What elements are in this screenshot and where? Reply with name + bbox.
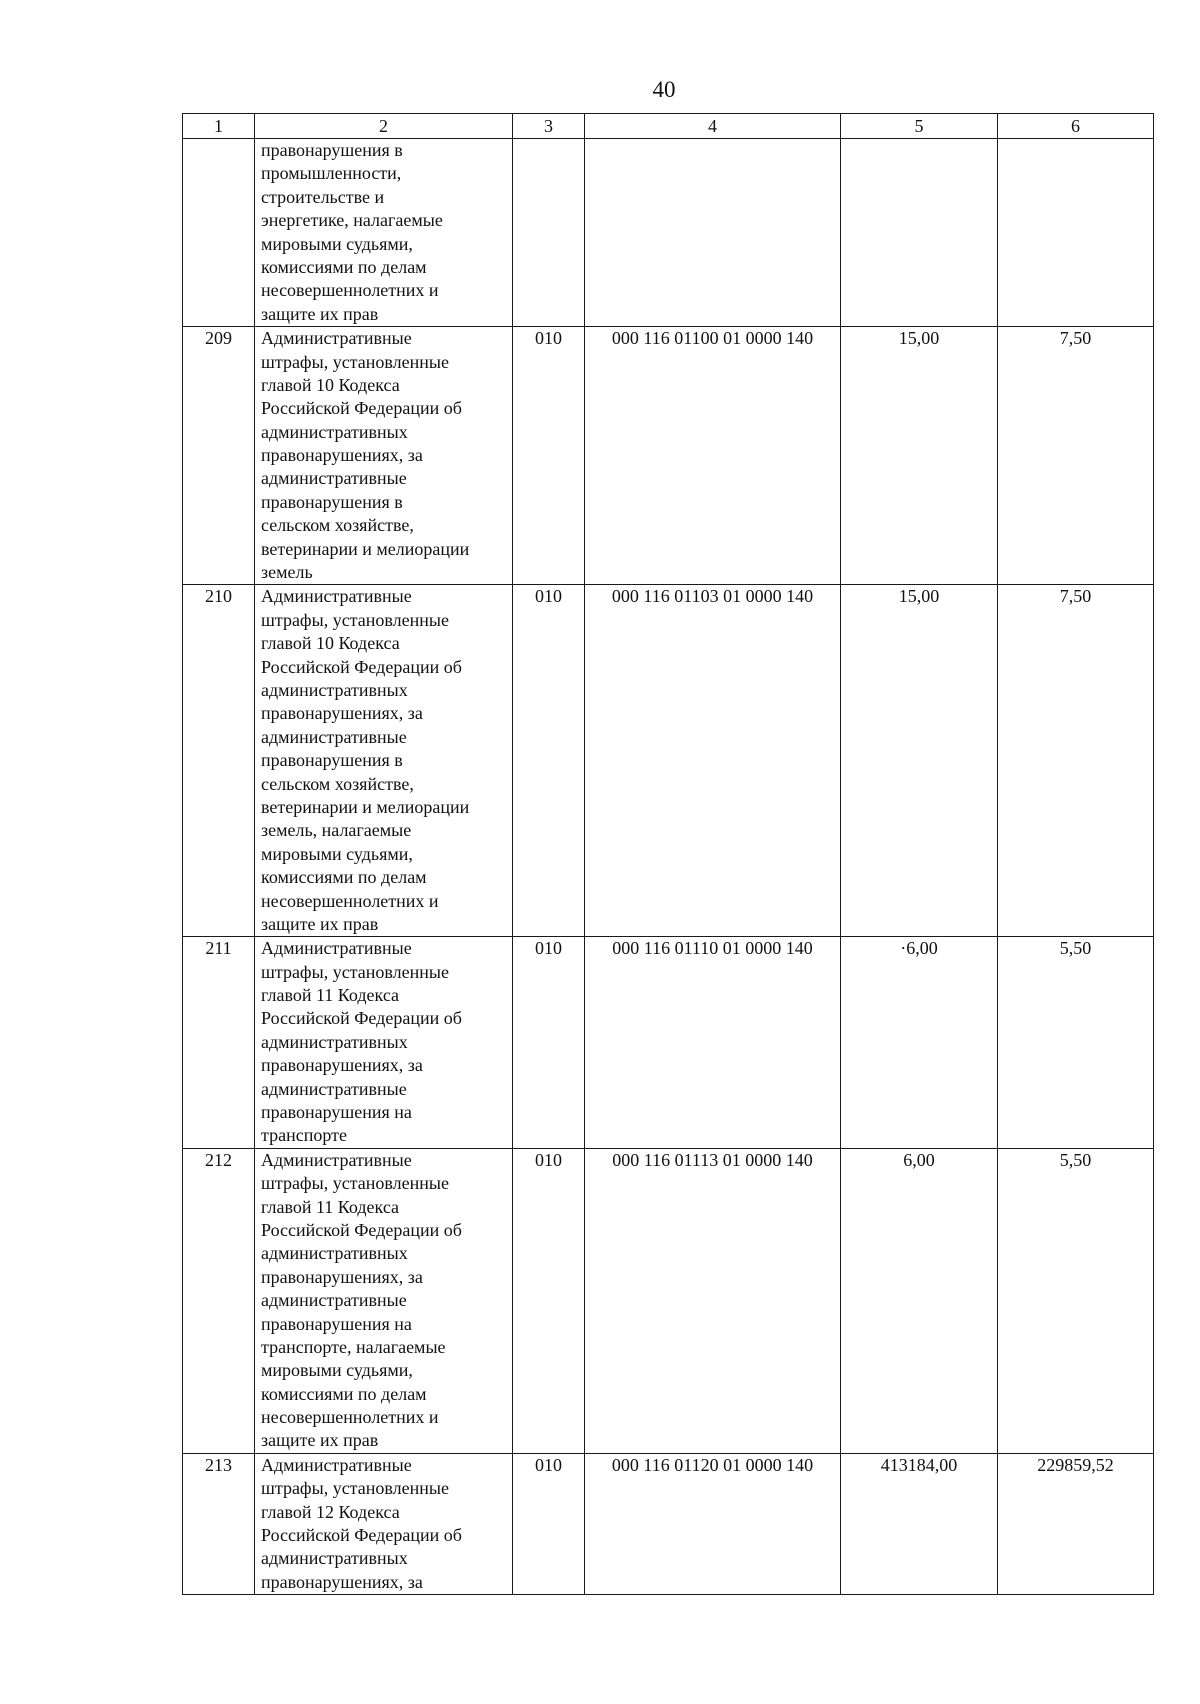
description-line: мировыми судьями, — [261, 843, 413, 864]
table-row — [183, 1453, 1154, 1594]
description-line: административных — [261, 1031, 408, 1052]
description-line: Российской Федерации об — [261, 1525, 462, 1546]
admin-code: 010 — [513, 1148, 585, 1453]
description-line: несовершеннолетних и — [261, 1407, 439, 1428]
description-line: Российской Федерации об — [261, 398, 462, 419]
admin-code: 010 — [513, 585, 585, 937]
row-number: 213 — [183, 1453, 255, 1594]
description-line: правонарушения в — [261, 140, 403, 160]
description-line: штрафы, установленные — [261, 961, 449, 982]
budget-classification-code: 000 116 01103 01 0000 140 — [585, 585, 841, 937]
value-column-6: 229859,52 — [998, 1453, 1154, 1594]
column-header-2: 2 — [255, 114, 513, 139]
description-line: правонарушениях, за — [261, 1055, 423, 1076]
admin-code — [513, 139, 585, 327]
description-line: Административные — [261, 1454, 412, 1475]
budget-classification-code: 000 116 01120 01 0000 140 — [585, 1453, 841, 1594]
header-row — [183, 114, 1154, 139]
row-number: 209 — [183, 327, 255, 585]
budget-classification-code — [585, 139, 841, 327]
description-line: административных — [261, 1243, 408, 1264]
row-number: 211 — [183, 937, 255, 1149]
column-header-1: 1 — [183, 114, 255, 139]
description-line: правонарушениях, за — [261, 703, 423, 724]
row-number: 212 — [183, 1148, 255, 1453]
description-line: земель, налагаемые — [261, 820, 412, 841]
description-line: транспорте — [261, 1125, 347, 1146]
description-line: Административные — [261, 938, 412, 959]
table-header — [183, 114, 1154, 139]
value-column-6: 7,50 — [998, 327, 1154, 585]
value-column-6: 5,50 — [998, 937, 1154, 1149]
description-line: мировыми судьями, — [261, 233, 413, 254]
value-column-6 — [998, 139, 1154, 327]
description-line: комиссиями по делам — [261, 256, 427, 277]
description-line: защите их прав — [261, 1430, 379, 1451]
description-line: главой 10 Кодекса — [261, 374, 400, 395]
page-number: 40 — [652, 77, 676, 102]
budget-classification-code: 000 116 01100 01 0000 140 — [585, 327, 841, 585]
value-column-5: 413184,00 — [841, 1453, 998, 1594]
description-line: строительстве и — [261, 186, 385, 207]
description-line: сельском хозяйстве, — [261, 773, 414, 794]
description-line: мировыми судьями, — [261, 1360, 413, 1381]
admin-code: 010 — [513, 937, 585, 1149]
description-line: главой 12 Кодекса — [261, 1501, 400, 1522]
column-header-6: 6 — [998, 114, 1154, 139]
description-line: правонарушениях, за — [261, 445, 423, 466]
row-description — [255, 139, 513, 327]
description-line: защите их прав — [261, 913, 379, 934]
description-line: комиссиями по делам — [261, 867, 427, 888]
description-line: правонарушения на — [261, 1313, 412, 1334]
description-line: несовершеннолетних и — [261, 890, 439, 911]
budget-classification-code: 000 116 01110 01 0000 140 — [585, 937, 841, 1149]
description-line: Административные — [261, 586, 412, 607]
description-line: административных — [261, 1548, 408, 1569]
description-line: административные — [261, 1078, 407, 1099]
description-line: комиссиями по делам — [261, 1383, 427, 1404]
description-line: административных — [261, 679, 408, 700]
description-line: Российской Федерации об — [261, 1008, 462, 1029]
value-column-6: 5,50 — [998, 1148, 1154, 1453]
description-line: штрафы, установленные — [261, 609, 449, 630]
description-line: штрафы, установленные — [261, 1173, 449, 1194]
description-line: административные — [261, 726, 407, 747]
description-line: несовершеннолетних и — [261, 280, 439, 301]
value-column-5: 6,00 — [841, 1148, 998, 1453]
table-row — [183, 937, 1154, 1149]
admin-code: 010 — [513, 327, 585, 585]
value-column-5: 15,00 — [841, 585, 998, 937]
description-line: Российской Федерации об — [261, 656, 462, 677]
description-line: главой 11 Кодекса — [261, 1196, 400, 1217]
description-line: штрафы, установленные — [261, 351, 449, 372]
row-description — [255, 1453, 513, 1594]
value-column-5: 15,00 — [841, 327, 998, 585]
description-line: Российской Федерации об — [261, 1219, 462, 1240]
row-description — [255, 1148, 513, 1453]
budget-table — [182, 113, 1154, 1595]
table-body — [183, 139, 1154, 1595]
description-line: энергетике, налагаемые — [261, 210, 443, 231]
description-line: правонарушения на — [261, 1102, 412, 1123]
row-description — [255, 327, 513, 585]
description-line: правонарушения в — [261, 750, 403, 771]
description-line: сельском хозяйстве, — [261, 515, 414, 536]
description-line: земель — [261, 562, 313, 583]
description-line: административные — [261, 468, 407, 489]
column-header-4: 4 — [585, 114, 841, 139]
description-line: транспорте, налагаемые — [261, 1336, 446, 1357]
column-header-3: 3 — [513, 114, 585, 139]
description-line: ветеринарии и мелиорации — [261, 538, 470, 559]
description-line: ветеринарии и мелиорации — [261, 796, 470, 817]
column-header-5: 5 — [841, 114, 998, 139]
description-line: промышленности, — [261, 163, 402, 184]
table-row — [183, 327, 1154, 585]
budget-classification-code: 000 116 01113 01 0000 140 — [585, 1148, 841, 1453]
description-line: защите их прав — [261, 303, 379, 324]
description-line: административные — [261, 1290, 407, 1311]
description-line: Административные — [261, 328, 412, 349]
table-row — [183, 585, 1154, 937]
description-line: правонарушения в — [261, 491, 403, 512]
table-row — [183, 139, 1154, 327]
value-column-5 — [841, 139, 998, 327]
value-column-6: 7,50 — [998, 585, 1154, 937]
description-line: главой 11 Кодекса — [261, 985, 400, 1006]
description-line: административных — [261, 421, 408, 442]
row-number — [183, 139, 255, 327]
description-line: правонарушениях, за — [261, 1571, 423, 1592]
value-column-5: ·6,00 — [841, 937, 998, 1149]
description-line: штрафы, установленные — [261, 1478, 449, 1499]
description-line: правонарушениях, за — [261, 1266, 423, 1287]
admin-code: 010 — [513, 1453, 585, 1594]
description-line: главой 10 Кодекса — [261, 633, 400, 654]
description-line: Административные — [261, 1149, 412, 1170]
table-row — [183, 1148, 1154, 1453]
row-description — [255, 937, 513, 1149]
row-number: 210 — [183, 585, 255, 937]
row-description — [255, 585, 513, 937]
